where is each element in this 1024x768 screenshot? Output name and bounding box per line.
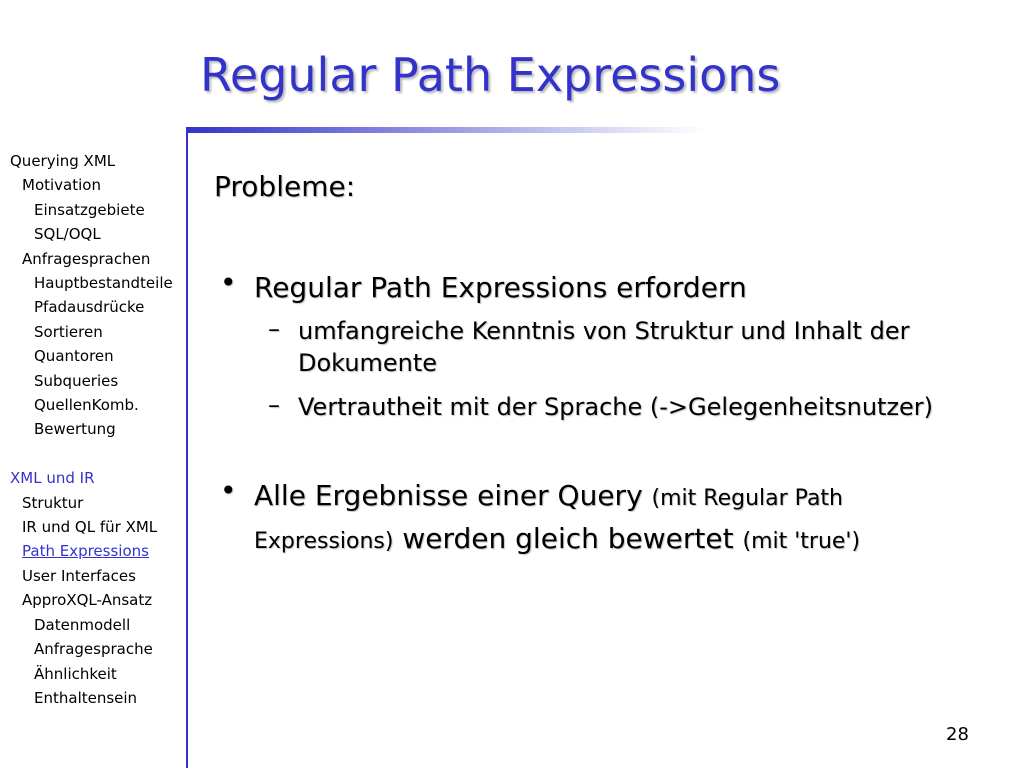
nav-item-einsatzgebiete[interactable]: Einsatzgebiete [34, 200, 145, 219]
nav-item-sql-oql[interactable]: SQL/OQL [34, 225, 101, 244]
nav-item-xml-und-ir[interactable]: XML und IR [10, 469, 95, 488]
nav-item-sortieren[interactable]: Sortieren [34, 322, 103, 341]
nav-item-motivation[interactable]: Motivation [22, 176, 101, 195]
outline-sidebar [10, 149, 182, 710]
bullet-2-part-2: (mit Regular Path Expressions) [254, 486, 843, 554]
bullet-marker-2: • [220, 474, 237, 507]
nav-item-bewertung[interactable]: Bewertung [34, 420, 116, 439]
bullet-2-part-1: Alle Ergebnisse einer Query [254, 479, 652, 512]
nav-item-struktur[interactable]: Struktur [22, 493, 84, 512]
nav-item-quantoren[interactable]: Quantoren [34, 347, 114, 366]
nav-item-path-expressions[interactable]: Path Expressions [22, 542, 149, 561]
nav-spacer [10, 442, 182, 466]
bullet-2-text [254, 476, 974, 562]
nav-item-quellenkomb[interactable]: QuellenKomb. [34, 396, 139, 415]
page-number: 28 [946, 724, 969, 745]
sub-bullet-marker-2: – [268, 391, 280, 419]
nav-item-user-interfaces[interactable]: User Interfaces [22, 566, 136, 585]
bullet-1-text: Regular Path Expressions erfordern [254, 271, 747, 304]
nav-item-subqueries[interactable]: Subqueries [34, 371, 119, 390]
bullet-2-part-4: (mit 'true') [742, 529, 861, 554]
nav-item-anfragesprache[interactable]: Anfragesprache [34, 640, 153, 659]
sub-bullet-1-text: umfangreiche Kenntnis von Struktur und Inhalt der Dokumente [298, 317, 910, 377]
nav-item-datenmodell[interactable]: Datenmodell [34, 615, 131, 634]
bullet-marker-1: • [220, 266, 237, 299]
sub-bullet-marker-1: – [268, 315, 280, 343]
sub-bullet-2-text: Vertrautheit mit der Sprache (->Gelegenheitsnutzer) [298, 393, 934, 421]
nav-item-querying-xml[interactable]: Querying XML [10, 152, 116, 170]
slide-title: Regular Path Expressions [200, 48, 781, 102]
nav-item-approxql-ansatz[interactable]: ApproXQL-Ansatz [22, 591, 153, 610]
bullet-2-part-3: werden gleich bewertet [393, 522, 743, 555]
nav-item-hauptbestandteile[interactable]: Hauptbestandteile [34, 274, 173, 293]
sidebar-divider [186, 127, 188, 768]
nav-item-ir-und-ql[interactable]: IR und QL für XML [22, 518, 158, 537]
nav-item-enthaltensein[interactable]: Enthaltensein [34, 688, 138, 707]
nav-item-aehnlichkeit[interactable]: Ähnlichkeit [34, 664, 117, 683]
content-heading: Probleme: [214, 170, 356, 203]
nav-item-pfadausdruecke[interactable]: Pfadausdrücke [34, 298, 145, 317]
title-divider [186, 127, 706, 133]
nav-item-anfragesprachen[interactable]: Anfragesprachen [22, 249, 151, 268]
